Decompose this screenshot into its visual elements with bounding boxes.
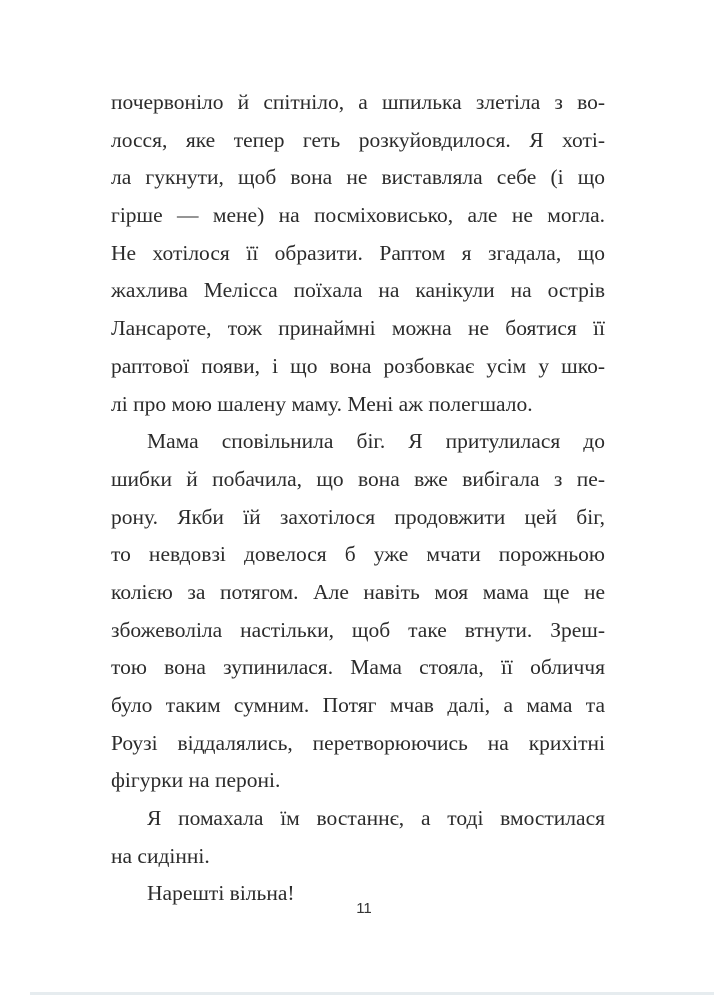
text-line: почервоніло й спітніло, а шпилька злетіла з во-: [111, 90, 605, 114]
text-line: гірше — мене) на посміховисько, але не могла.: [111, 203, 605, 228]
text-line: то невдовзі довелося б уже мчати порожньою: [111, 542, 605, 567]
text-line: раптової появи, і що вона розбовкає усім у шко-: [111, 353, 605, 378]
text-line: Роузі віддалялись, перетворюючись на крихітні: [111, 730, 605, 755]
text-line: колією за потягом. Але навіть моя мама ще не: [111, 579, 605, 604]
text-line: Нарешті вільна!: [147, 881, 295, 906]
bottom-divider: [30, 992, 714, 995]
text-line: шибки й побачила, що вона вже вибігала з пе-: [111, 466, 605, 491]
text-line: на сидінні.: [111, 843, 210, 868]
text-line: було таким сумним. Потяг мчав далі, а мама та: [111, 693, 605, 717]
text-line: лі про мою шалену маму. Мені аж полегшало.: [111, 391, 533, 416]
text-line: фігурки на пероні.: [111, 768, 281, 793]
text-line: Не хотілося її образити. Раптом я згадала, що: [111, 240, 605, 265]
text-line: Лансароте, тож принаймні можна не боятися її: [111, 316, 605, 341]
text-line: рону. Якби їй захотілося продовжити цей біг,: [111, 504, 605, 529]
text-line: жахлива Мелісса поїхала на канікули на острів: [111, 278, 605, 303]
text-line: лосся, яке тепер геть розкуйовдилося. Я хоті-: [111, 127, 605, 152]
text-line: Мама сповільнила біг. Я притулилася до: [147, 429, 605, 454]
text-line: ла гукнути, щоб вона не виставляла себе (і що: [111, 165, 605, 190]
body-text: [111, 84, 605, 913]
text-line: Я помахала їм востаннє, а тоді вмостилася: [147, 806, 605, 831]
text-line: збожеволіла настільки, щоб таке втнути. Зреш-: [111, 617, 605, 642]
page-number: 11: [356, 900, 372, 917]
text-line: тою вона зупинилася. Мама стояла, її обличчя: [111, 655, 605, 680]
